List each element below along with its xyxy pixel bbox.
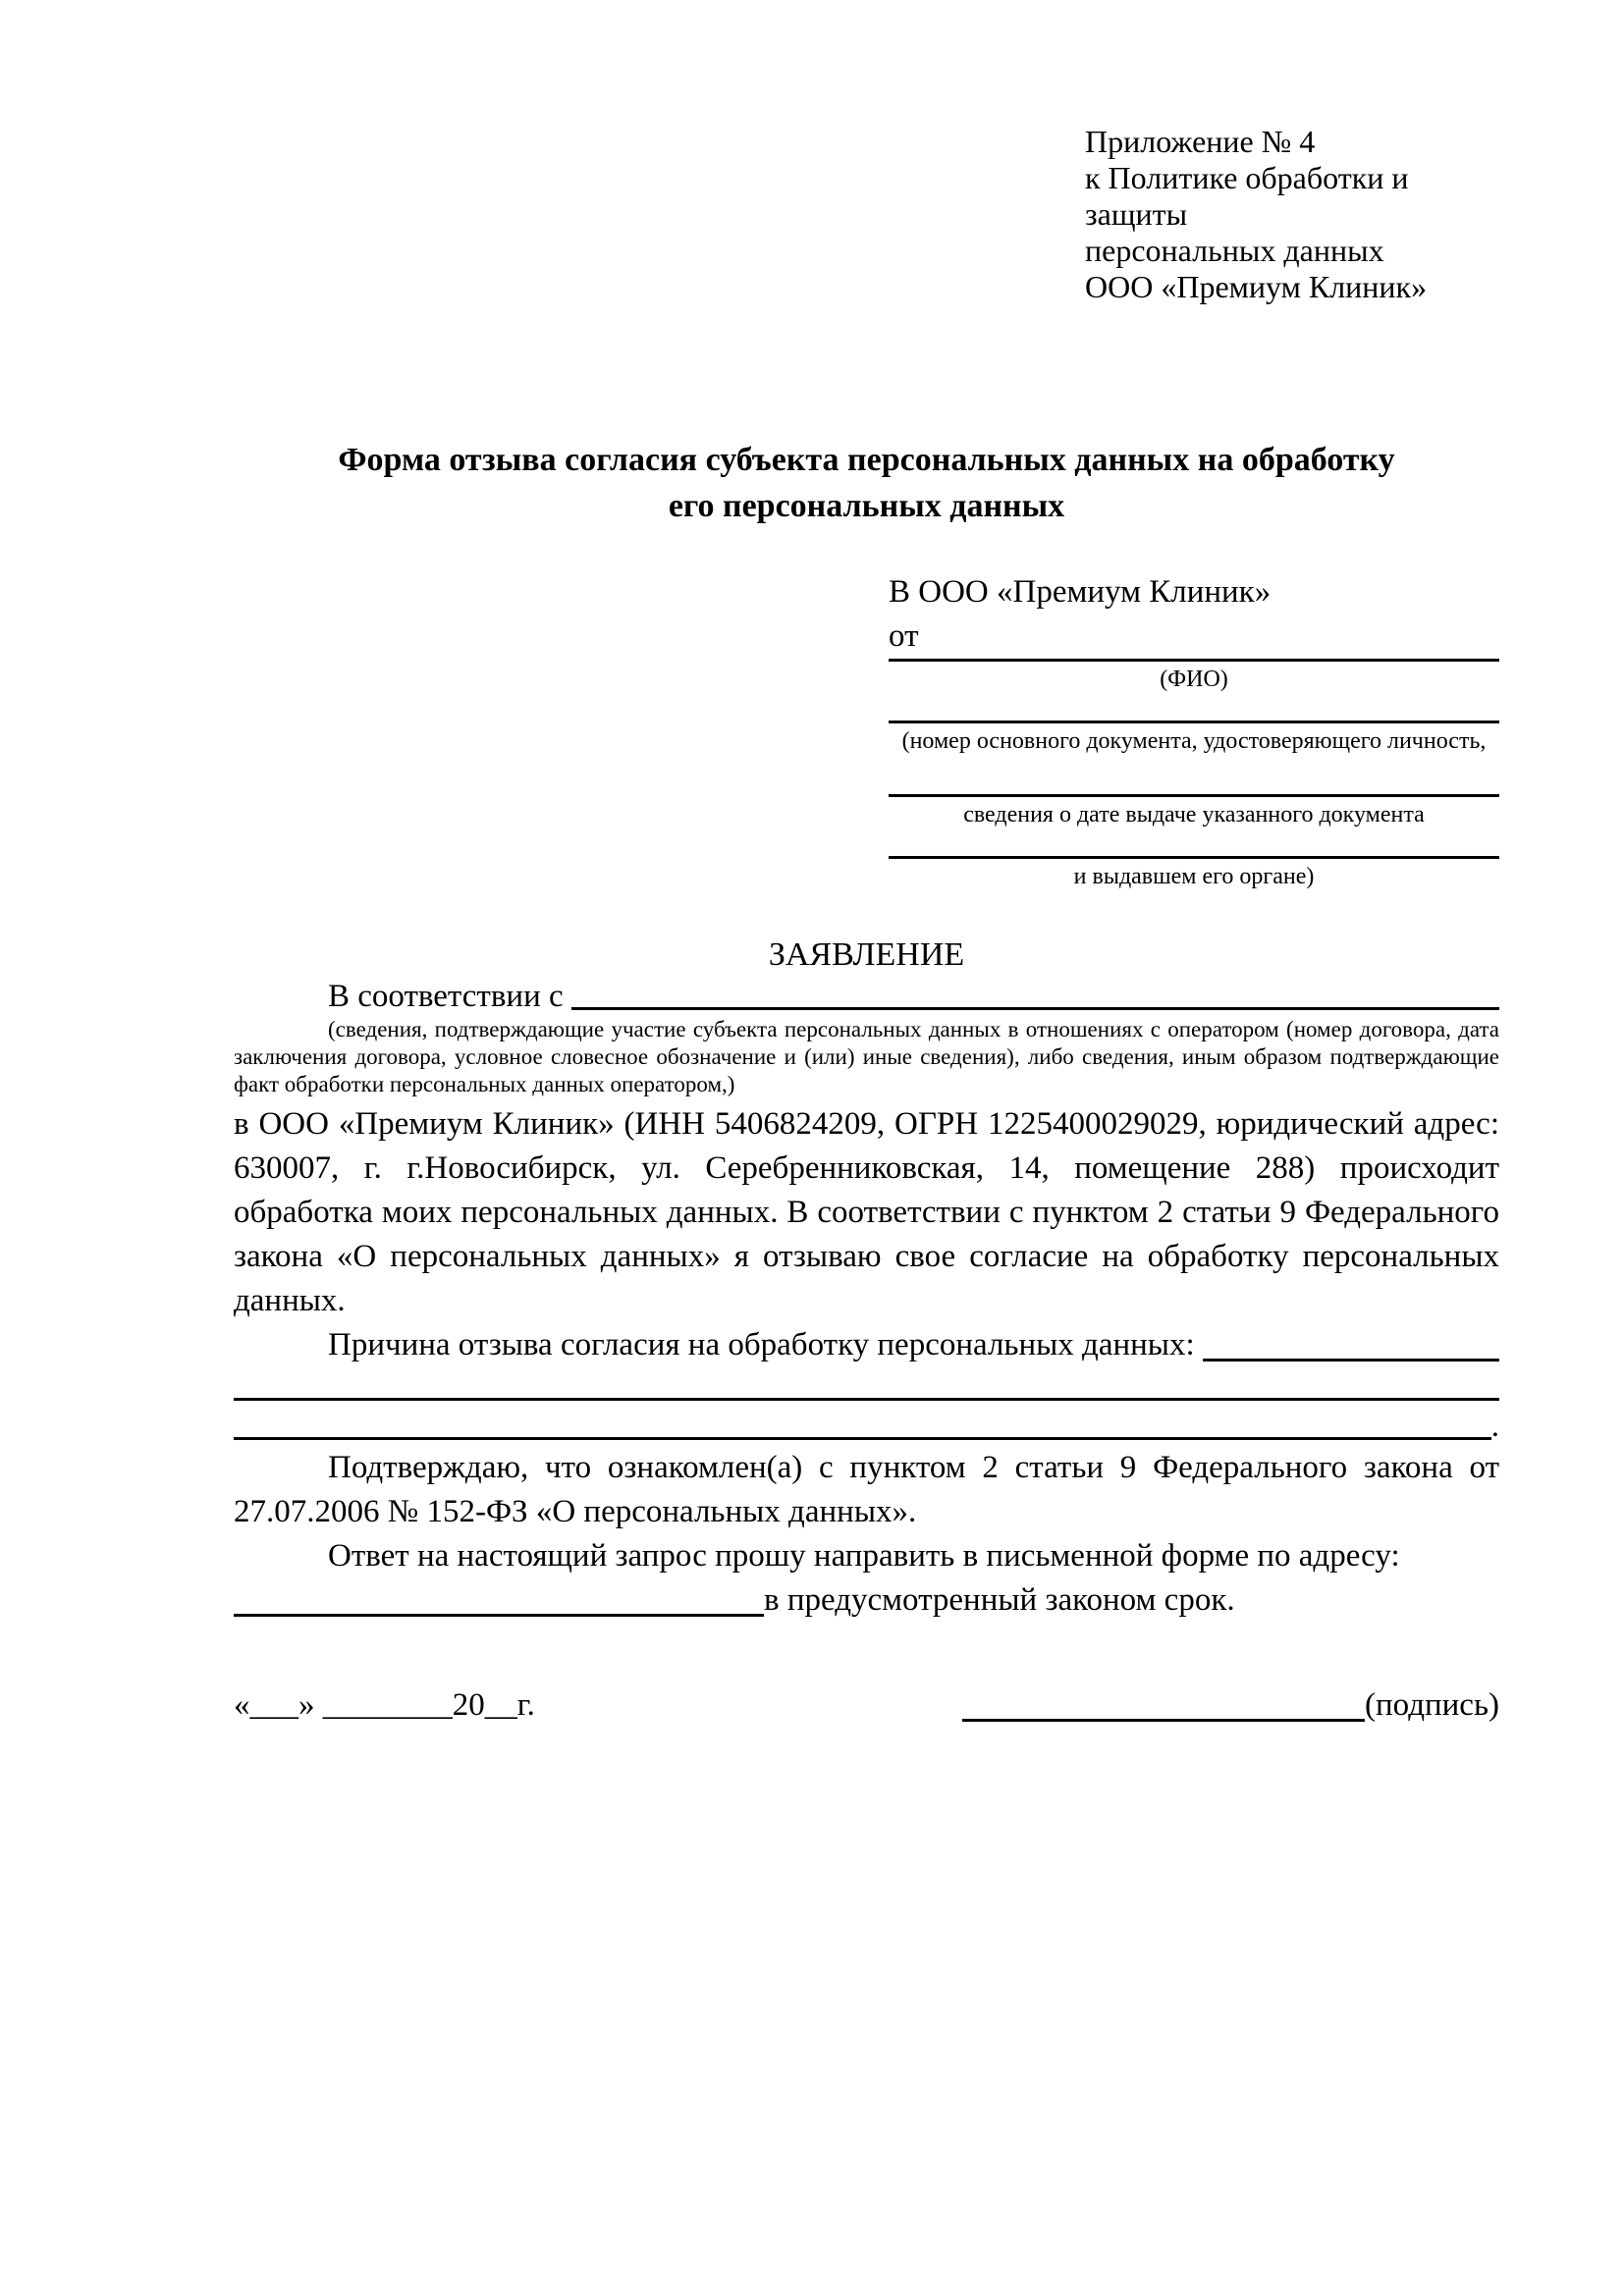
response-request-paragraph: Ответ на настоящий запрос прошу направить в письменной форме по адресу:	[328, 1538, 1400, 1574]
reason-blank-row-1	[234, 1367, 1499, 1407]
issue-date-caption: сведения о дате выдаче указанного документа	[963, 802, 1425, 828]
appendix-header-line: ООО «Премиум Клиник»	[1085, 269, 1428, 304]
address-blank-line	[234, 1578, 764, 1617]
id-document-field	[889, 721, 1499, 756]
issuing-authority-field	[889, 856, 1499, 891]
recipient-from-label: от	[889, 618, 919, 654]
recipient-to: В ООО «Премиум Клиник»	[889, 574, 1272, 610]
signature-group	[962, 1683, 1499, 1728]
document-footer	[234, 1683, 1499, 1728]
document-title-line1: Форма отзыва согласия субъекта персональных данных на обработку	[338, 442, 1395, 478]
date-line: «___» ________20__г.	[234, 1687, 535, 1723]
reason-blank-row-2	[234, 1407, 1499, 1446]
response-address-row	[234, 1578, 1499, 1623]
signature-caption: (подпись)	[1365, 1687, 1499, 1723]
reason-row	[234, 1323, 1499, 1367]
reason-label: Причина отзыва согласия на обработку персональных данных:	[328, 1327, 1195, 1362]
reason-blank-line	[1203, 1323, 1499, 1362]
fio-caption: (ФИО)	[1160, 667, 1228, 692]
document-title-line2: его персональных данных	[668, 488, 1065, 524]
signature-blank-line	[962, 1719, 1365, 1722]
appendix-header-line: Приложение № 4	[1085, 124, 1316, 159]
response-tail-text: в предусмотренный законом срок.	[764, 1582, 1235, 1618]
fio-field	[889, 659, 1499, 694]
statement-body: в ООО «Премиум Клиник» (ИНН 5406824209, ОГРН 1225400029029, юридический адрес: 630007, г. г.Новосибирск, ул. Серебренниковская, 14, помещение 288) происходит обработка моих персональных данных. В соответствии с пунктом 2 статьи 9 Федерального закона «О персональных данных» я отзываю свое согласие на обработку персональных данных.	[234, 1106, 1499, 1318]
reason-continuation-line-2	[234, 1437, 1491, 1440]
appendix-header	[1085, 0, 1499, 305]
reason-terminator: .	[1490, 1409, 1499, 1444]
issuing-authority-caption: и выдавшем его органе)	[1073, 864, 1315, 889]
statement-intro-blank-line	[571, 977, 1499, 1010]
reason-continuation-line-1	[234, 1398, 1499, 1401]
statement-intro-row	[234, 977, 1499, 1016]
recipient-block	[889, 570, 1499, 891]
appendix-header-line: к Политике обработки и защиты	[1085, 160, 1409, 232]
confirmation-paragraph: Подтверждаю, что ознакомлен(а) с пунктом 2 статьи 9 Федерального закона от 27.07.2006 № 152-ФЗ «О персональных данных».	[234, 1450, 1499, 1529]
document-title	[234, 437, 1499, 529]
appendix-header-line: персональных данных	[1085, 233, 1384, 268]
statement-small-print: (сведения, подтверждающие участие субъекта персональных данных в отношениях с оператором (номер договора, дата заключения договора, условное словесное обозначение и (или) иные сведения), либо сведения, иным образом подтверждающие факт обработки персональных данных оператором,)	[234, 1017, 1499, 1096]
issue-date-field	[889, 794, 1499, 829]
statement-heading: ЗАЯВЛЕНИЕ	[768, 936, 965, 973]
statement-intro-prefix: В соответствии с	[328, 979, 564, 1014]
id-document-caption: (номер основного документа, удостоверяющего личность,	[901, 728, 1487, 754]
